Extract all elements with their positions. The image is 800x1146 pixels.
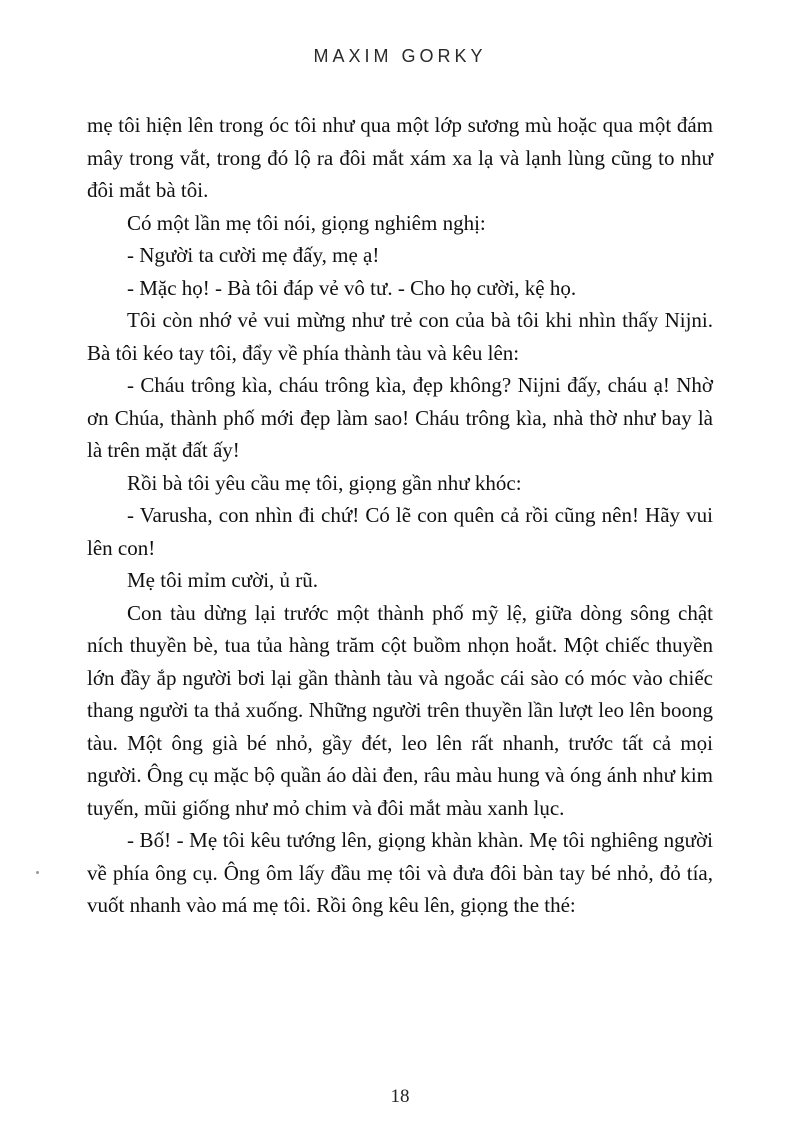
paragraph: Mẹ tôi mỉm cười, ủ rũ. <box>127 568 319 592</box>
paragraph: - Bố! - Mẹ tôi kêu tướng lên, giọng khàn khàn. Mẹ tôi nghiêng người về phía ông cụ. Ông ôm lấy đầu mẹ tôi và đưa đôi bàn tay bé nhỏ, đỏ tía, vuốt nhanh vào má mẹ tôi. Rồi ông kêu lên, giọng the thé: <box>87 828 713 917</box>
paragraph: Rồi bà tôi yêu cầu mẹ tôi, giọng gần như khóc: <box>127 470 522 495</box>
paragraph: mẹ tôi hiện lên trong óc tôi như qua một lớp sương mù hoặc qua một đám mây trong vắt, trong đó lộ ra đôi mắt xám xa lạ và lạnh lùng cũng to như đôi mắt bà tôi. <box>87 113 713 202</box>
paragraph: - Người ta cười mẹ đấy, mẹ ạ! <box>127 243 380 267</box>
page-body <box>87 109 713 922</box>
page-number: 18 <box>390 1086 410 1107</box>
paragraph: Con tàu dừng lại trước một thành phố mỹ lệ, giữa dòng sông chật ních thuyền bè, tua tủa hàng trăm cột buồm nhọn hoắt. Một chiếc thuyền lớn đầy ắp người bơi lại gần thành tàu và ngoắc cái sào có móc vào chiếc thang người ta thả xuống. Những người trên thuyền lần lượt leo lên boong tàu. Một ông già bé nhỏ, gầy đét, leo lên rất nhanh, trước tất cả mọi người. Ông cụ mặc bộ quần áo dài đen, râu màu hung và óng ánh như kim tuyến, mũi giống như mỏ chim và đôi mắt màu xanh lục. <box>87 600 713 820</box>
paragraph: - Cháu trông kìa, cháu trông kìa, đẹp không? Nijni đấy, cháu ạ! Nhờ ơn Chúa, thành phố mới đẹp làm sao! Cháu trông kìa, nhà thờ như bay là là trên mặt đất ấy! <box>87 373 713 462</box>
paragraph: - Mặc họ! - Bà tôi đáp vẻ vô tư. - Cho họ cười, kệ họ. <box>127 275 577 300</box>
paragraph: - Varusha, con nhìn đi chứ! Có lẽ con quên cả rồi cũng nên! Hãy vui lên con! <box>87 503 713 560</box>
paragraph: Có một lần mẹ tôi nói, giọng nghiêm nghị: <box>127 210 486 235</box>
ink-speck <box>36 871 39 874</box>
running-header: MAXIM GORKY <box>313 46 487 66</box>
paragraph: Tôi còn nhớ vẻ vui mừng như trẻ con của bà tôi khi nhìn thấy Nijni. Bà tôi kéo tay tôi, đẩy về phía thành tàu và kêu lên: <box>87 308 713 365</box>
